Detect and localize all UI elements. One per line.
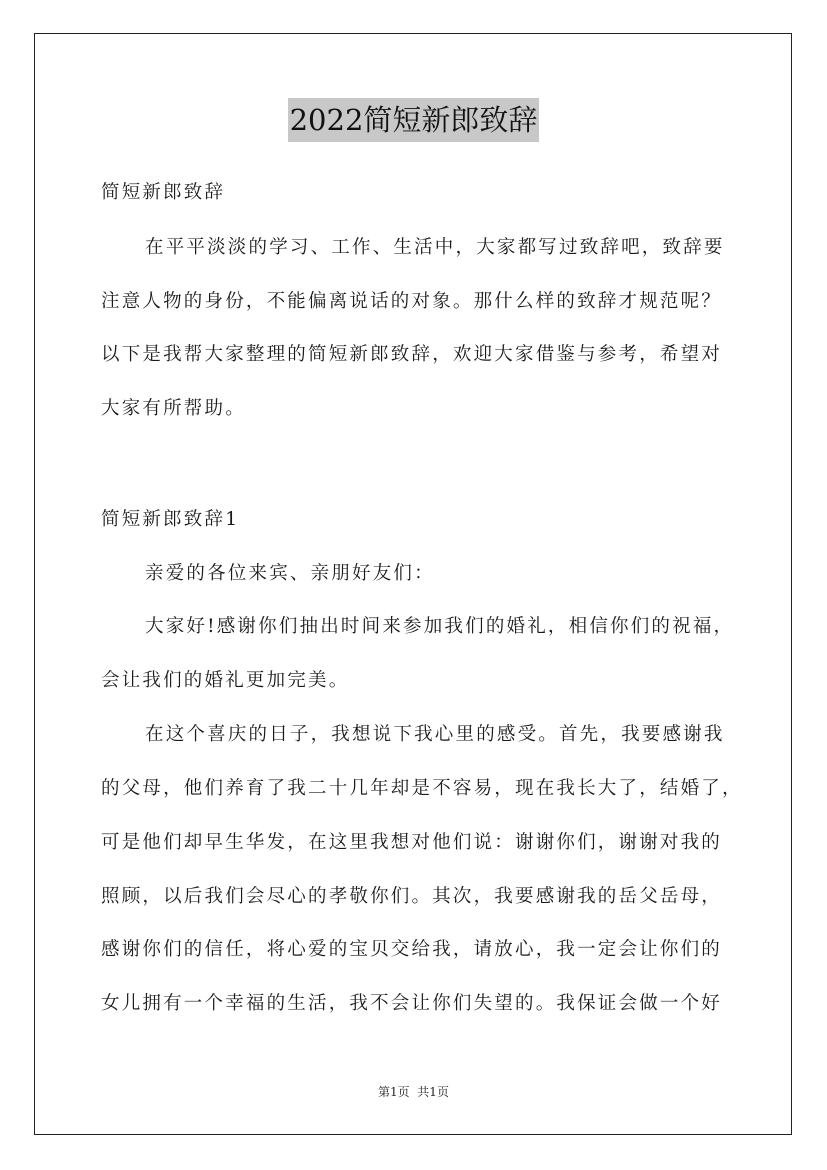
- paragraph-line: 可是他们却早生华发，在这里我想对他们说：谢谢你们，谢谢对我的: [101, 832, 723, 853]
- greeting-line: 亲爱的各位来宾、亲朋好友们：: [145, 563, 435, 584]
- paragraph-line: 感谢你们的信任，将心爱的宝贝交给我，请放心，我一定会让你们的: [101, 939, 723, 960]
- paragraph-line: 会让我们的婚礼更加完美。: [101, 670, 350, 691]
- intro-line: 注意人物的身份，不能偏离说话的对象。那什么样的致辞才规范呢？: [101, 291, 723, 312]
- page-footer: 第1页 共1页: [378, 1085, 449, 1099]
- document-title-text: 2022简短新郎致辞: [288, 98, 540, 142]
- intro-line: 以下是我帮大家整理的简短新郎致辞，欢迎大家借鉴与参考，希望对: [101, 344, 723, 365]
- paragraph-line: 在这个喜庆的日子，我想说下我心里的感受。首先，我要感谢我: [145, 724, 725, 745]
- intro-line: 大家有所帮助。: [101, 398, 246, 419]
- document-title: [0, 98, 827, 142]
- paragraph-line: 女儿拥有一个幸福的生活，我不会让你们失望的。我保证会做一个好: [101, 993, 723, 1014]
- paragraph-line: 照顾，以后我们会尽心的孝敬你们。其次，我要感谢我的岳父岳母，: [101, 886, 723, 907]
- paragraph-line: 的父母，他们养育了我二十几年却是不容易，现在我长大了，结婚了，: [101, 778, 743, 799]
- section-heading: 简短新郎致辞1: [101, 509, 240, 530]
- paragraph-line: 大家好!感谢你们抽出时间来参加我们的婚礼，相信你们的祝福，: [145, 616, 735, 637]
- intro-heading: 简短新郎致辞: [101, 182, 226, 203]
- intro-line: 在平平淡淡的学习、工作、生活中，大家都写过致辞吧，致辞要: [145, 237, 725, 258]
